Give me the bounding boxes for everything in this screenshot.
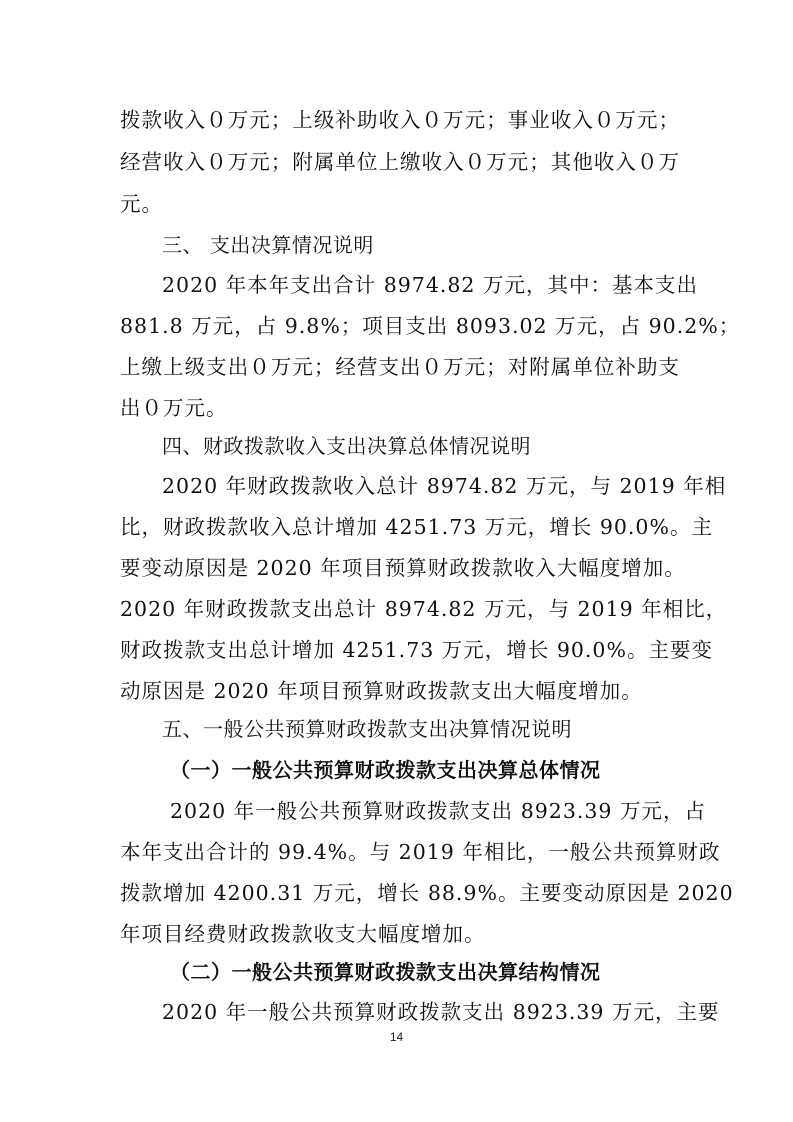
body-line: 881.8 万元，占 9.8%；项目支出 8093.02 万元，占 90.2%； bbox=[120, 314, 741, 338]
body-line: 动原因是 2020 年项目预算财政拨款支出大幅度增加。 bbox=[120, 679, 643, 703]
body-line: 出０万元。 bbox=[120, 396, 228, 420]
body-line: 上缴上级支出０万元；经营支出０万元；对附属单位补助支 bbox=[120, 355, 680, 379]
body-line: 拨款收入０万元；上级补助收入０万元；事业收入０万元； bbox=[120, 108, 680, 132]
subsection-heading-1: （一）一般公共预算财政拨款支出决算总体情况 bbox=[170, 758, 601, 782]
body-line: 拨款增加 4200.31 万元，增长 88.9%。主要变动原因是 2020 bbox=[120, 881, 734, 905]
body-line: 财政拨款支出总计增加 4251.73 万元，增长 90.0%。主要变 bbox=[120, 638, 713, 662]
section-heading-4: 四、财政拨款收入支出决算总体情况说明 bbox=[162, 434, 531, 458]
body-line: 元。 bbox=[120, 192, 163, 216]
body-line: 2020 年一般公共预算财政拨款支出 8923.39 万元，占 bbox=[170, 799, 706, 823]
section-heading-5: 五、一般公共预算财政拨款支出决算情况说明 bbox=[162, 717, 572, 741]
body-line: 年项目经费财政拨款收支大幅度增加。 bbox=[120, 922, 486, 946]
body-line: 2020 年本年支出合计 8974.82 万元，其中：基本支出 bbox=[162, 273, 698, 297]
body-line: 经营收入０万元；附属单位上缴收入０万元；其他收入０万 bbox=[120, 150, 680, 174]
section-heading-3: 三、 支出决算情况说明 bbox=[162, 233, 374, 257]
subsection-heading-2: （二）一般公共预算财政拨款支出决算结构情况 bbox=[170, 960, 601, 984]
body-line: 本年支出合计的 99.4%。与 2019 年相比，一般公共预算财政 bbox=[120, 840, 721, 864]
body-line: 比，财政拨款收入总计增加 4251.73 万元，增长 90.0%。主 bbox=[120, 515, 713, 539]
body-line: 2020 年财政拨款支出总计 8974.82 万元，与 2019 年相比， bbox=[120, 597, 728, 621]
body-line: 2020 年财政拨款收入总计 8974.82 万元，与 2019 年相 bbox=[162, 474, 727, 498]
page-number: 14 bbox=[389, 1030, 404, 1044]
body-line: 要变动原因是 2020 年项目预算财政拨款收入大幅度增加。 bbox=[120, 556, 686, 580]
body-line: 2020 年一般公共预算财政拨款支出 8923.39 万元，主要 bbox=[162, 1000, 720, 1024]
